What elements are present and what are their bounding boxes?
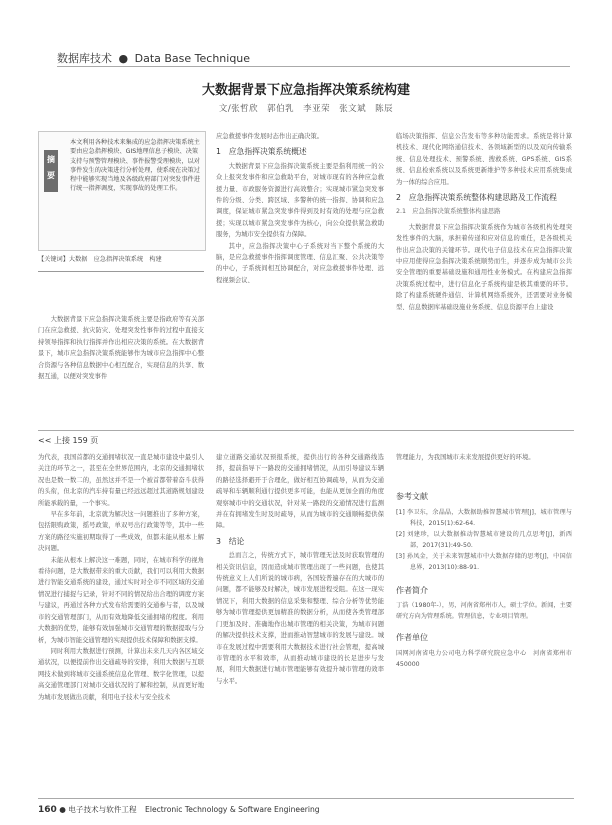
author-bio-heading: 作者简介 xyxy=(396,585,428,595)
paragraph: 早在多年前，北京就为解决这一问题推出了多种方案，包括限购政策，摇号政策，单双号出行政策等等，其中一些方案的路径实施初期取得了一些成效，但都未能从根本上解决问题。 xyxy=(38,511,204,553)
paragraph: 建立道路交通状况预报系统，提供出行的各种交通路线选择，提前指导下一路段的交通拥堵情况，从而引导建议车辆的路径选择避开于合理化，做好相互协调疏导，从而为交通疏导和车辆顺利通行提供更多可能，也能从更加全面的角度观察城市中的交通状况，针对某一路段的交通情况进行监测并在有拥堵发生时及时疏导，从而为城市的交通顺畅提供保障。 xyxy=(216,454,384,530)
paragraph: 未能从根本上解决这一难题，同时，在城市科学的视角看待问题，是大数据带来的重大贡献，我们可以利用大数据进行智能交通系统的建设，通过实时对全市不同区域的交通情况进行捕捉与记录，针对不同的情况给出合理的调度方案与建议，再通过各种方式发布给需要的交通参与者，以及城市的交通管理部门，从而有效地降低交通拥堵的程度。利用大数据的优势，能够有效加强城市交通管理的数据提取与分析，为城市智能交通管理的实现提供技术保障和数据支撑。 xyxy=(38,556,204,644)
affiliation: 国网河南省电力公司电力科学研究院应急中心 河南省郑州市 450000 xyxy=(396,649,579,668)
paragraph: 其中，应急指挥决策中心子系统对当下整个系统的大脑，是应急救援事件指挥调度管理、信息汇聚、公共决策等的中心，子系统间相互协调配合，对应急救援事件处理、远程视频会议、 xyxy=(216,242,384,284)
paragraph-lead: 临场决策指挥、信息公告发布等多种功能需求。系统是将计算机技术、现代化网络通信技术、各领域新型的以及双向传输系统、信息处理技术、预警系统、搜救系统、GPS系统、GIS系统、信息检索系统以及系统更新维护等多种技术应用系统集成为一体的综合应用。 xyxy=(396,133,572,186)
reference-item: [1] 李卫东，余晶晶，大数据助推智慧城市管理[J]，城市管理与科技，2015(1):62-64. xyxy=(396,508,572,527)
paragraph: 大数据背景下应急指挥决策系统主要是指利用统一的公众上报突发事件和应急救助平台，对城市现有的各种应急救援力量、市政服务资源进行高效整合；实现城市紧急突发事件的分级、分类、跨区域、多警种的统一指挥、协调和应急调度，保证城市紧急突发事件得到及时有效的处理与应急救援；实现以城市紧急突发事件为核心，向公众提供紧急救助服务，为城市安全提供有力保障。 xyxy=(216,162,384,239)
paragraph: 为代表，我国首都的交通拥堵状况一直是城市建设中最引人关注的环节之一，甚至在全世界范围内，北京的交通拥堵状况也是数一数二的，虽然这并不是一个被首都带着奋斗获得的头衔，但北京的汽车持有量已经远远超过其道路规划建设所能承载的量，一个事实。 xyxy=(38,454,204,507)
keywords: 【关键词】大数据 应急指挥决策系统 构建 xyxy=(38,256,162,263)
column-1-bottom xyxy=(38,452,204,703)
subsection-heading: 2.1 应急指挥决策系统整体构建思路 xyxy=(396,208,501,216)
paragraph: 总而言之，传统方式下，城市管理无法及时获取管理的相关资讯信息，因而造成城市管理出现了一些问题，也使其传统意义上人们所说的城市病，各国较普遍存在的大城市的问题，都不能够及时解决，城市发展进程受阻。在这一现实情况下，利用大数据的信息采集和整理、综合分析等优势能够为城市管理提供更加精准的数据分析，从而使各类管理部门更加及时、准确地作出城市管理的相关决策，为城市问题的解决提供技术支撑，进而推动智慧城市的发展与建设。城市在发展过程中需要利用大数据技术进行社会管理，提高城市管理的水平和效率，从而推动城市建设的长足进步与发展，利用大数据进行城市管理能够有效提升城市管理的效率与水平。 xyxy=(216,552,384,685)
continued-from: << 上接 159 页 xyxy=(38,436,99,445)
paragraph: 大数据背景下应急指挥决策系统主要是指政府等有关部门在应急救援、抗灾防灾、处理突发性事件的过程中直接支持领导指挥和执行指挥并作出相应决策的系统。在大数据背景下，城市应急指挥决策系统能够作为城市应急指挥中心整合资源与各种信息数据中心相互配合，实现信息的共享、数据互通，以便对突发事件 xyxy=(38,316,204,381)
keywords-rule xyxy=(38,271,204,272)
header-en: Data Base Technique xyxy=(134,52,251,65)
section-heading-3: 3 结论 xyxy=(216,536,245,546)
reference-item: [2] 刘建珍，以大数据推动智慧城市建设的几点思考[J]，新西部，2017(31):49-50. xyxy=(396,530,572,549)
running-header xyxy=(57,50,250,66)
section-divider xyxy=(38,430,574,431)
page-footer xyxy=(38,804,320,815)
journal-en: Electronic Technology & Software Engineering xyxy=(145,805,320,814)
affiliation-heading: 作者单位 xyxy=(396,633,428,643)
abstract-tab: 摘要 xyxy=(44,150,58,192)
bullet-icon: ● xyxy=(118,52,129,65)
abstract-text: 本文利用各种技术来集成的应急指挥决策系统主要由应急指挥模块、GIS地理信息子模块、决策支持与预警管理模块、事件报警受理模块，以对事件发生的决策进行分析处理，使系统在决策过程中能够实现当地及各级政府部门对突发事件进行统一指挥调度，实现事故的处理工作。 xyxy=(70,139,200,193)
paragraph-lead: 应急救援事件发展时态作出正确决策。 xyxy=(216,133,324,140)
authors: 文/张哲欣 郭伯乳 李亚荣 张文斌 陈辰 xyxy=(218,104,394,114)
column-1-top xyxy=(38,314,204,382)
footer-rule xyxy=(38,798,574,799)
journal-cn: 电子技术与软件工程 xyxy=(68,805,137,814)
reference-item: [3] 孙凤金，关于未来智慧城市中大数据存储的思考[J]，中国信息界，2013(10):88-91. xyxy=(396,552,572,571)
header-rule xyxy=(57,66,570,67)
paragraph-lead: 管理能力，为我国城市未来发展提供更好的环境。 xyxy=(396,454,535,461)
page-number: 160 xyxy=(38,805,57,815)
section-heading-2: 2 应急指挥决策系统整体构建思路及工作流程 xyxy=(396,193,557,203)
column-2-top xyxy=(216,131,384,286)
column-2-bottom xyxy=(216,452,384,687)
paragraph: 大数据背景下应急指挥决策系统作为城市各级机构处理突发性事件的大脑，承担着传递和应对信息的重任，是各级机关作出应急决策的关键环节。现代电子信息技术在应急指挥决策中应用使得应急指挥决策系统顺势而生，并逐步成为城市公共安全管理的重要基础设施和通用性业务模式。在构建应急指挥决策系统过程中，进行信息化子系统构建是极其重要的环节。除了构建系统硬件通信、计算机网络系统外，还需要对业务模型、信息数据库基础设施业务系统、信息资源平台上建设 xyxy=(396,223,572,311)
column-3-top xyxy=(396,131,572,313)
article-title: 大数据背景下应急指挥决策系统构建 xyxy=(201,83,410,98)
section-heading-1: 1 应急指挥决策系统概述 xyxy=(216,147,307,157)
references-heading: 参考文献 xyxy=(396,492,428,502)
paragraph: 同时利用大数据进行预测，计算出未来几天内各区域交通状况，以便提前作出交通疏导的安排，利用大数据与互联网技术做到将城市交通系统信息化管理、数字化管理，以提高交通管理部门对城市交通状况的了解和控制，从而更好地为城市发展做出贡献，利用电子技术与安全技术 xyxy=(38,647,204,701)
column-3-bottom xyxy=(396,452,579,670)
author-bio: 丁浩（1980年-），男，河南省郑州市人，硕士学位。新闻，主要研究方向为管理系统。管理信息，专业项目管理。 xyxy=(396,602,572,621)
bullet-icon: ● xyxy=(59,805,69,814)
header-cn: 数据库技术 xyxy=(57,52,112,65)
